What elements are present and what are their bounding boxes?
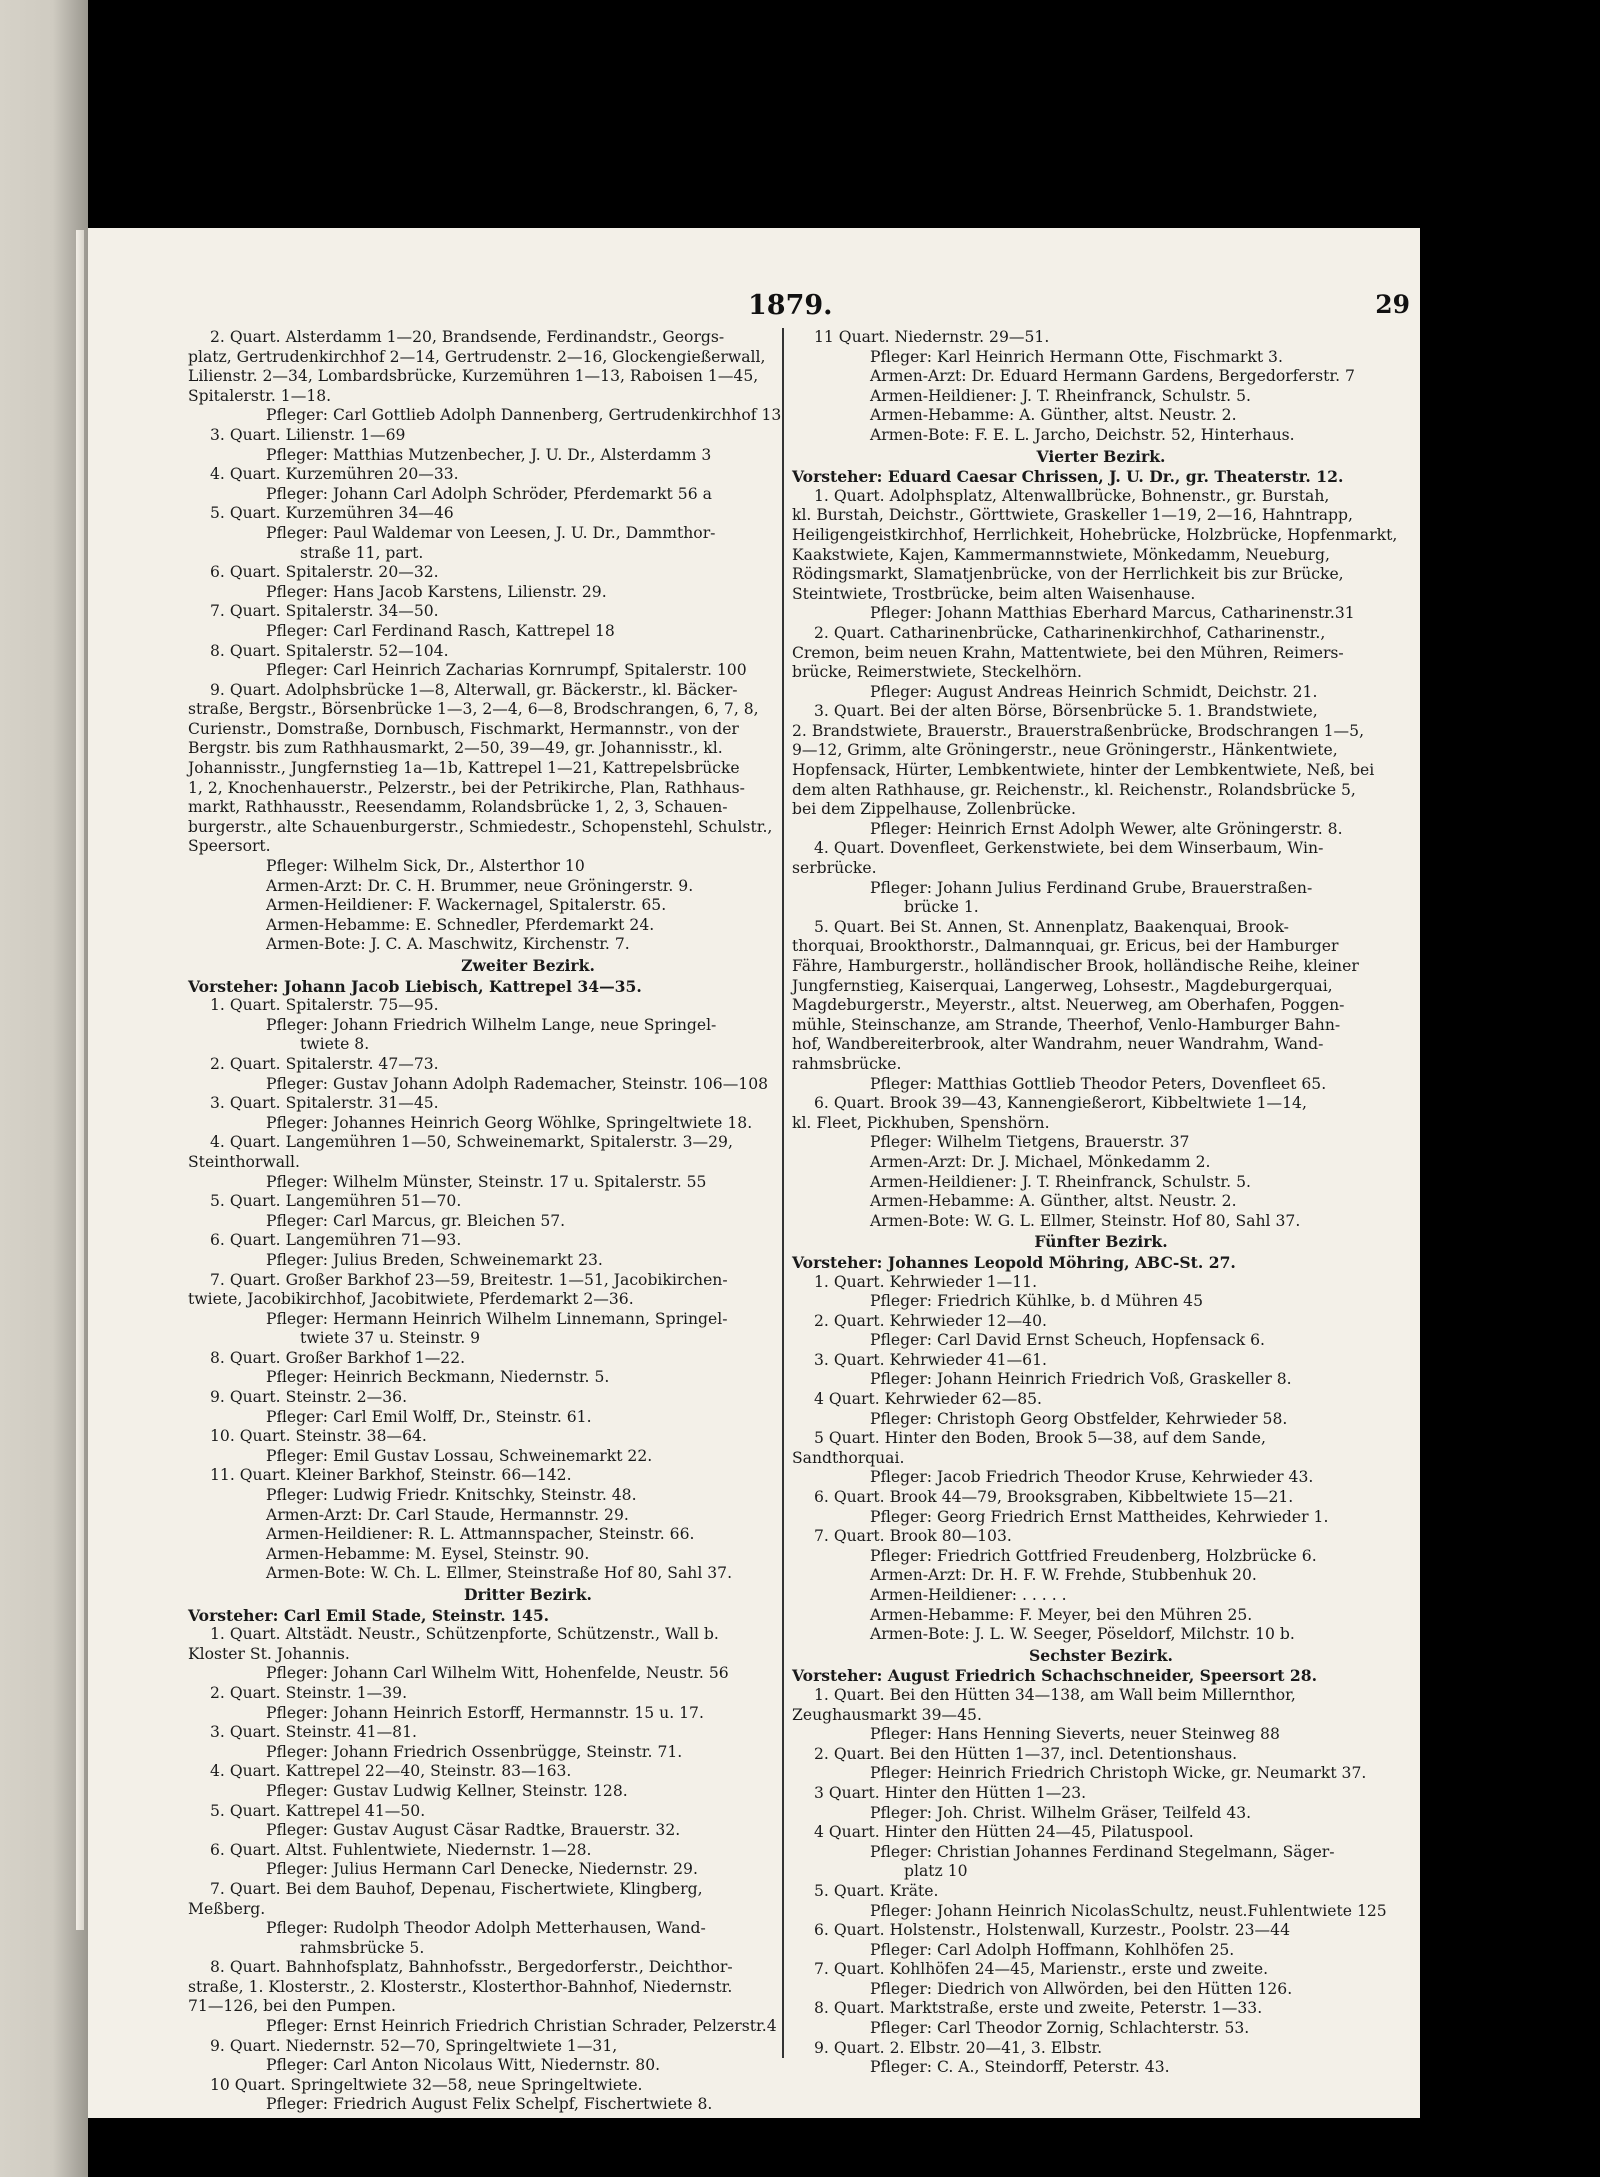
text-line: 2. Brandstwiete, Brauerstr., Brauerstraßenbrücke, Brodschrangen 1—5, (792, 721, 1365, 740)
text-line: Vorsteher: Johannes Leopold Möhring, ABC-St. 27. (792, 1252, 1236, 1272)
text-line: Pfleger: Hans Jacob Karstens, Lilienstr. 29. (266, 582, 607, 601)
text-line: 2. Quart. Kehrwieder 12—40. (814, 1311, 1047, 1330)
text-line: Pfleger: Christian Johannes Ferdinand Stegelmann, Säger- (870, 1842, 1335, 1861)
column-divider (782, 328, 784, 2058)
text-line: Pfleger: Julius Hermann Carl Denecke, Niedernstr. 29. (266, 1860, 698, 1879)
text-line: 7. Quart. Kohlhöfen 24—45, Marienstr., erste und zweite. (814, 1960, 1269, 1979)
text-line: 5. Quart. Kattrepel 41—50. (210, 1801, 426, 1820)
section-heading: Sechster Bezirk. (1029, 1645, 1173, 1665)
text-line: Armen-Heildiener: F. Wackernagel, Spitalerstr. 65. (266, 896, 667, 915)
page-edge (76, 230, 84, 1930)
text-line: 4. Quart. Kurzemühren 20—33. (210, 465, 459, 484)
text-line: 3. Quart. Spitalerstr. 31—45. (210, 1094, 439, 1113)
text-line: Rödingsmarkt, Slamatjenbrücke, von der Herrlichkeit bis zur Brücke, (792, 565, 1344, 584)
text-line: Cremon, beim neuen Krahn, Mattentwiete, bei den Mühren, Reimers- (792, 643, 1344, 662)
text-line: 8. Quart. Spitalerstr. 52—104. (210, 641, 449, 660)
text-line: Vorsteher: August Friedrich Schachschneider, Speersort 28. (792, 1666, 1318, 1686)
page-number: 29 (1375, 290, 1410, 319)
text-line: 3 Quart. Hinter den Hütten 1—23. (814, 1783, 1087, 1802)
text-line: 4. Quart. Dovenfleet, Gerkenstwiete, bei dem Winserbaum, Win- (814, 839, 1324, 858)
text-line: twiete, Jacobikirchhof, Jacobitwiete, Pferdemarkt 2—36. (188, 1290, 634, 1309)
text-line: straße, 1. Klosterstr., 2. Klosterstr., Klosterthor-Bahnhof, Niedernstr. (188, 1977, 733, 1996)
left-column (188, 328, 868, 2115)
text-line: Meßberg. (188, 1899, 266, 1918)
text-line: Pfleger: C. A., Steindorff, Peterstr. 43. (870, 2058, 1170, 2077)
text-line: 1. Quart. Kehrwieder 1—11. (814, 1272, 1038, 1291)
text-line: Pfleger: Friedrich Gottfried Freudenberg, Holzbrücke 6. (870, 1546, 1317, 1565)
text-line: Zeughausmarkt 39—45. (792, 1705, 982, 1724)
text-line: Armen-Hebamme: A. Günther, altst. Neustr. 2. (870, 1192, 1237, 1211)
text-line: Spitalerstr. 1—18. (188, 386, 332, 405)
text-line: 9. Quart. Steinstr. 2—36. (210, 1388, 408, 1407)
text-line: Pfleger: Johann Carl Wilhelm Witt, Hohenfelde, Neustr. 56 (266, 1664, 729, 1683)
text-line: mühle, Steinschanze, am Strande, Theerhof, Venlo-Hamburger Bahn- (792, 1015, 1341, 1034)
text-line: 8. Quart. Bahnhofsplatz, Bahnhofsstr., Bergedorferstr., Deichthor- (210, 1958, 733, 1977)
text-line: Lilienstr. 2—34, Lombardsbrücke, Kurzemühren 1—13, Raboisen 1—45, (188, 367, 759, 386)
text-line: hof, Wandbereiterbrook, alter Wandrahm, neuer Wandrahm, Wand- (792, 1035, 1324, 1054)
text-line: Pfleger: Matthias Mutzenbecher, J. U. Dr., Alsterdamm 3 (266, 445, 712, 464)
text-line: 6. Quart. Holstenstr., Holstenwall, Kurzestr., Poolstr. 23—44 (814, 1921, 1290, 1940)
text-line: Steintwiete, Trostbrücke, beim alten Waisenhause. (792, 584, 1196, 603)
text-line: 8. Quart. Großer Barkhof 1—22. (210, 1348, 466, 1367)
text-line: 7. Quart. Brook 80—103. (814, 1527, 1012, 1546)
text-line: Armen-Hebamme: E. Schnedler, Pferdemarkt 24. (266, 915, 655, 934)
text-line: Pfleger: Carl Adolph Hoffmann, Kohlhöfen 25. (870, 1940, 1235, 1959)
text-line: 5. Quart. Kurzemühren 34—46 (210, 504, 454, 523)
text-line: thorquai, Brookthorstr., Dalmannquai, gr. Ericus, bei der Hamburger (792, 937, 1339, 956)
text-line: 7. Quart. Großer Barkhof 23—59, Breitestr. 1—51, Jacobikirchen- (210, 1270, 728, 1289)
text-line: 3. Quart. Bei der alten Börse, Börsenbrücke 5. 1. Brandstwiete, (814, 702, 1318, 721)
text-line: Pfleger: Johann Friedrich Ossenbrügge, Steinstr. 71. (266, 1742, 683, 1761)
text-line: Armen-Hebamme: A. Günther, altst. Neustr. 2. (870, 406, 1237, 425)
text-line: Armen-Bote: J. L. W. Seeger, Pöseldorf, Milchstr. 10 b. (870, 1625, 1295, 1644)
text-line: 6. Quart. Langemühren 71—93. (210, 1231, 462, 1250)
right-column (792, 328, 1410, 2078)
text-line: 6. Quart. Spitalerstr. 20—32. (210, 563, 439, 582)
text-line: Armen-Arzt: Dr. Carl Staude, Hermannstr. 29. (266, 1505, 629, 1524)
text-line: bei dem Zippelhause, Zollenbrücke. (792, 800, 1076, 819)
text-line: Sandthorquai. (792, 1448, 905, 1467)
text-line: 10. Quart. Steinstr. 38—64. (210, 1427, 427, 1446)
text-line: Pfleger: Heinrich Friedrich Christoph Wicke, gr. Neumarkt 37. (870, 1764, 1367, 1783)
text-line: Bergstr. bis zum Rathhausmarkt, 2—50, 39—49, gr. Johannisstr., kl. (188, 739, 723, 758)
text-line: Pfleger: Diedrich von Allwörden, bei den Hütten 126. (870, 1979, 1293, 1998)
text-line: Pfleger: Johann Carl Adolph Schröder, Pferdemarkt 56 a (266, 484, 712, 503)
text-line: Pfleger: Joh. Christ. Wilhelm Gräser, Teilfeld 43. (870, 1803, 1252, 1822)
text-line: Steinthorwall. (188, 1152, 300, 1171)
text-line: 2. Quart. Catharinenbrücke, Catharinenkirchhof, Catharinenstr., (814, 623, 1326, 642)
text-line: 9. Quart. 2. Elbstr. 20—41, 3. Elbstr. (814, 2038, 1103, 2057)
text-line: Pfleger: Johann Julius Ferdinand Grube, Brauerstraßen- (870, 878, 1313, 897)
text-line: 10 Quart. Springeltwiete 32—58, neue Springeltwiete. (210, 2075, 643, 2094)
text-line: Jungfernstieg, Kaiserquai, Langerweg, Lohsestr., Magdeburgerquai, (792, 976, 1333, 995)
text-line: Pfleger: Carl Theodor Zornig, Schlachterstr. 53. (870, 2019, 1250, 2038)
section-heading: Fünfter Bezirk. (1034, 1232, 1168, 1252)
book-spine (0, 0, 88, 2177)
text-line: burgerstr., alte Schauenburgerstr., Schmiedestr., Schopenstehl, Schulstr., (188, 817, 773, 836)
text-line: 1. Quart. Altstädt. Neustr., Schützenpforte, Schützenstr., Wall b. (210, 1625, 719, 1644)
text-line: Armen-Heildiener: R. L. Attmannspacher, Steinstr. 66. (266, 1525, 695, 1544)
text-line: 5. Quart. Bei St. Annen, St. Annenplatz, Baakenquai, Brook- (814, 917, 1289, 936)
text-line: 7. Quart. Spitalerstr. 34—50. (210, 602, 439, 621)
text-line: Pfleger: Johann Heinrich Estorff, Hermannstr. 15 u. 17. (266, 1703, 704, 1722)
document-page (88, 228, 1420, 2118)
text-line: Pfleger: Carl Ferdinand Rasch, Kattrepel 18 (266, 621, 615, 640)
text-line: 3. Quart. Lilienstr. 1—69 (210, 425, 406, 444)
text-line: Pfleger: Carl Emil Wolff, Dr., Steinstr. 61. (266, 1407, 592, 1426)
text-line: Armen-Hebamme: F. Meyer, bei den Mühren 25. (870, 1605, 1253, 1624)
text-line: Pfleger: Gustav Johann Adolph Rademacher, Steinstr. 106—108 (266, 1074, 769, 1093)
section-heading: Zweiter Bezirk. (461, 956, 595, 975)
section-heading: Dritter Bezirk. (464, 1585, 592, 1604)
text-line: Pfleger: Paul Waldemar von Leesen, J. U. Dr., Dammthor- (266, 523, 716, 542)
text-line: Armen-Arzt: Dr. C. H. Brummer, neue Gröningerstr. 9. (266, 876, 694, 895)
text-line: rahmsbrücke. (792, 1054, 902, 1073)
text-line: Pfleger: Matthias Gottlieb Theodor Peters, Dovenfleet 65. (870, 1074, 1327, 1093)
text-line: twiete 8. (300, 1035, 370, 1054)
header-year: 1879. (748, 290, 833, 321)
text-line: Pfleger: Heinrich Ernst Adolph Wewer, alte Gröningerstr. 8. (870, 819, 1343, 838)
text-line: Pfleger: Carl Gottlieb Adolph Dannenberg, Gertrudenkirchhof 13 (266, 406, 782, 425)
text-line: 5 Quart. Hinter den Boden, Brook 5—38, auf dem Sande, (814, 1429, 1266, 1448)
text-line: Pfleger: Carl Marcus, gr. Bleichen 57. (266, 1211, 566, 1230)
text-line: Armen-Bote: F. E. L. Jarcho, Deichstr. 52, Hinterhaus. (870, 425, 1295, 444)
text-line: Armen-Heildiener: . . . . . (870, 1586, 1067, 1604)
text-line: 6. Quart. Altst. Fuhlentwiete, Niedernstr. 1—28. (210, 1840, 592, 1859)
text-line: markt, Rathhausstr., Reesendamm, Rolandsbrücke 1, 2, 3, Schauen- (188, 798, 728, 817)
text-line: brücke 1. (904, 898, 979, 917)
text-line: 1. Quart. Adolphsplatz, Altenwallbrücke, Bohnenstr., gr. Burstah, (814, 486, 1330, 505)
text-line: Magdeburgerstr., Meyerstr., altst. Neuerweg, am Oberhafen, Poggen- (792, 996, 1345, 1015)
text-line: Armen-Bote: J. C. A. Maschwitz, Kirchenstr. 7. (266, 935, 630, 954)
text-line: 8. Quart. Marktstraße, erste und zweite, Peterstr. 1—33. (814, 1999, 1263, 2018)
text-line: 2. Quart. Bei den Hütten 1—37, incl. Detentionshaus. (814, 1744, 1238, 1763)
text-line: platz 10 (904, 1862, 968, 1881)
text-line: straße 11, part. (300, 543, 424, 562)
text-line: Hopfensack, Hürter, Lembkentwiete, hinter der Lembkentwiete, Neß, bei (792, 761, 1375, 780)
text-line: twiete 37 u. Steinstr. 9 (300, 1329, 481, 1348)
text-line: 1. Quart. Bei den Hütten 34—138, am Wall beim Millernthor, (814, 1685, 1296, 1704)
text-line: 11 Quart. Niedernstr. 29—51. (814, 328, 1050, 346)
text-line: 3. Quart. Steinstr. 41—81. (210, 1723, 417, 1742)
text-line: 9. Quart. Adolphsbrücke 1—8, Alterwall, gr. Bäckerstr., kl. Bäcker- (210, 680, 738, 699)
text-line: 6. Quart. Brook 44—79, Brooksgraben, Kibbeltwiete 15—21. (814, 1488, 1294, 1507)
text-line: Pfleger: August Andreas Heinrich Schmidt, Deichstr. 21. (870, 682, 1318, 701)
text-line: 4. Quart. Kattrepel 22—40, Steinstr. 83—163. (210, 1762, 572, 1781)
text-line: Pfleger: Johann Matthias Eberhard Marcus, Catharinenstr.31 (870, 604, 1355, 623)
text-line: Armen-Arzt: Dr. H. F. W. Frehde, Stubbenhuk 20. (870, 1566, 1257, 1585)
text-line: Speersort. (188, 837, 271, 856)
text-line: Armen-Hebamme: M. Eysel, Steinstr. 90. (266, 1544, 590, 1563)
text-line: 1. Quart. Spitalerstr. 75—95. (210, 996, 439, 1015)
text-line: Armen-Heildiener: J. T. Rheinfranck, Schulstr. 5. (870, 386, 1251, 405)
text-line: Pfleger: Emil Gustav Lossau, Schweinemarkt 22. (266, 1446, 653, 1465)
text-line: kl. Fleet, Pickhuben, Spenshörn. (792, 1113, 1050, 1132)
text-line: 3. Quart. Kehrwieder 41—61. (814, 1350, 1047, 1369)
text-line: platz, Gertrudenkirchhof 2—14, Gertrudenstr. 2—16, Glockengießerwall, (188, 347, 766, 366)
text-line: 5. Quart. Langemühren 51—70. (210, 1192, 462, 1211)
text-line: Johannisstr., Jungfernstieg 1a—1b, Kattrepel 1—21, Kattrepelsbrücke (188, 759, 740, 778)
text-line: Pfleger: Friedrich August Felix Schelpf, Fischertwiete 8. (266, 2095, 713, 2114)
text-line: Pfleger: Johann Heinrich NicolasSchultz, neust.Fuhlentwiete 125 (870, 1901, 1387, 1920)
text-line: Vorsteher: Johann Jacob Liebisch, Kattrepel 34—35. (188, 976, 642, 996)
text-line: Pfleger: Carl Heinrich Zacharias Kornrumpf, Spitalerstr. 100 (266, 661, 747, 680)
text-line: Pfleger: Johannes Heinrich Georg Wöhlke, Springeltwiete 18. (266, 1113, 753, 1132)
text-line: 2. Quart. Steinstr. 1—39. (210, 1683, 408, 1702)
text-line: 11. Quart. Kleiner Barkhof, Steinstr. 66—142. (210, 1466, 572, 1485)
text-line: Kloster St. Johannis. (188, 1644, 350, 1663)
text-line: Fähre, Hamburgerstr., holländischer Brook, holländische Reihe, kleiner (792, 957, 1359, 975)
text-line: Pfleger: Gustav August Cäsar Radtke, Brauerstr. 32. (266, 1821, 681, 1840)
text-line: Pfleger: Carl Anton Nicolaus Witt, Niedernstr. 80. (266, 2056, 661, 2075)
text-line: Pfleger: Johann Heinrich Friedrich Voß, Graskeller 8. (870, 1370, 1292, 1389)
text-line: 2. Quart. Alsterdamm 1—20, Brandsende, Ferdinandstr., Georgs- (210, 328, 725, 346)
text-line: 1, 2, Knochenhauerstr., Pelzerstr., bei der Petrikirche, Plan, Rathhaus- (188, 778, 745, 797)
text-line: straße, Bergstr., Börsenbrücke 1—3, 2—4, 6—8, Brodschrangen, 6, 7, 8, (188, 700, 759, 719)
text-line: Pfleger: Hermann Heinrich Wilhelm Linnemann, Springel- (266, 1309, 728, 1328)
text-line: Pfleger: Karl Heinrich Hermann Otte, Fischmarkt 3. (870, 347, 1283, 366)
text-line: 4 Quart. Kehrwieder 62—85. (814, 1390, 1043, 1409)
text-line: 6. Quart. Brook 39—43, Kannengießerort, Kibbeltwiete 1—14, (814, 1094, 1307, 1113)
text-line: Heiligengeistkirchhof, Herrlichkeit, Hohebrücke, Holzbrücke, Hopfenmarkt, (792, 525, 1398, 544)
section-heading: Vierter Bezirk. (1036, 446, 1166, 466)
text-line: Pfleger: Wilhelm Münster, Steinstr. 17 u. Spitalerstr. 55 (266, 1172, 707, 1191)
text-line: 71—126, bei den Pumpen. (188, 1997, 397, 2016)
text-line: brücke, Reimerstwiete, Steckelhörn. (792, 663, 1082, 682)
text-line: serbrücke. (792, 859, 877, 878)
text-line: dem alten Rathhause, gr. Reichenstr., kl. Reichenstr., Rolandsbrücke 5, (792, 780, 1356, 799)
text-line: Vorsteher: Carl Emil Stade, Steinstr. 145. (188, 1605, 550, 1625)
text-line: Pfleger: Wilhelm Sick, Dr., Alsterthor 10 (266, 857, 585, 876)
text-line: rahmsbrücke 5. (300, 1938, 425, 1957)
text-line: 9—12, Grimm, alte Gröningerstr., neue Gröningerstr., Hänkentwiete, (792, 741, 1338, 760)
text-line: 4. Quart. Langemühren 1—50, Schweinemarkt, Spitalerstr. 3—29, (210, 1133, 733, 1152)
text-line: 9. Quart. Niedernstr. 52—70, Springeltwiete 1—31, (210, 2036, 618, 2055)
text-line: 7. Quart. Bei dem Bauhof, Depenau, Fischertwiete, Klingberg, (210, 1879, 703, 1898)
text-line: Pfleger: Ernst Heinrich Friedrich Christian Schrader, Pelzerstr.4 (266, 2017, 777, 2036)
text-line: 4 Quart. Hinter den Hütten 24—45, Pilatuspool. (814, 1823, 1194, 1842)
text-line: Curienstr., Domstraße, Dornbusch, Fischmarkt, Hermannstr., von der (188, 719, 739, 738)
text-line: Pfleger: Christoph Georg Obstfelder, Kehrwieder 58. (870, 1409, 1288, 1428)
text-line: Pfleger: Friedrich Kühlke, b. d Mühren 45 (870, 1292, 1204, 1311)
text-line: Pfleger: Johann Friedrich Wilhelm Lange, neue Springel- (266, 1015, 717, 1034)
text-line: Armen-Bote: W. Ch. L. Ellmer, Steinstraße Hof 80, Sahl 37. (266, 1564, 733, 1583)
text-line: Armen-Bote: W. G. L. Ellmer, Steinstr. Hof 80, Sahl 37. (870, 1211, 1301, 1230)
page-header (88, 290, 1420, 330)
text-line: Pfleger: Julius Breden, Schweinemarkt 23. (266, 1250, 603, 1269)
text-line: Pfleger: Georg Friedrich Ernst Mattheides, Kehrwieder 1. (870, 1507, 1329, 1526)
text-line: Armen-Heildiener: J. T. Rheinfranck, Schulstr. 5. (870, 1172, 1251, 1191)
text-line: Vorsteher: Eduard Caesar Chrissen, J. U. Dr., gr. Theaterstr. 12. (792, 467, 1344, 487)
text-line: Pfleger: Wilhelm Tietgens, Brauerstr. 37 (870, 1133, 1190, 1152)
text-line: Pfleger: Carl David Ernst Scheuch, Hopfensack 6. (870, 1331, 1266, 1350)
text-line: kl. Burstah, Deichstr., Görttwiete, Graskeller 1—19, 2—16, Hahntrapp, (792, 506, 1353, 525)
text-line: Pfleger: Heinrich Beckmann, Niedernstr. 5. (266, 1368, 610, 1387)
text-line: Pfleger: Hans Henning Sieverts, neuer Steinweg 88 (870, 1725, 1280, 1744)
text-line: Pfleger: Ludwig Friedr. Knitschky, Steinstr. 48. (266, 1486, 637, 1505)
text-line: 5. Quart. Kräte. (814, 1881, 939, 1900)
text-line: Pfleger: Gustav Ludwig Kellner, Steinstr. 128. (266, 1781, 628, 1800)
text-line: Armen-Arzt: Dr. Eduard Hermann Gardens, Bergedorferstr. 7 (870, 367, 1355, 386)
text-line: Kaakstwiete, Kajen, Kammermannstwiete, Mönkedamm, Neueburg, (792, 545, 1330, 564)
text-line: Armen-Arzt: Dr. J. Michael, Mönkedamm 2. (870, 1152, 1211, 1171)
text-line: Pfleger: Rudolph Theodor Adolph Metterhausen, Wand- (266, 1919, 706, 1938)
text-line: Pfleger: Jacob Friedrich Theodor Kruse, Kehrwieder 43. (870, 1468, 1314, 1487)
text-line: 2. Quart. Spitalerstr. 47—73. (210, 1054, 439, 1073)
